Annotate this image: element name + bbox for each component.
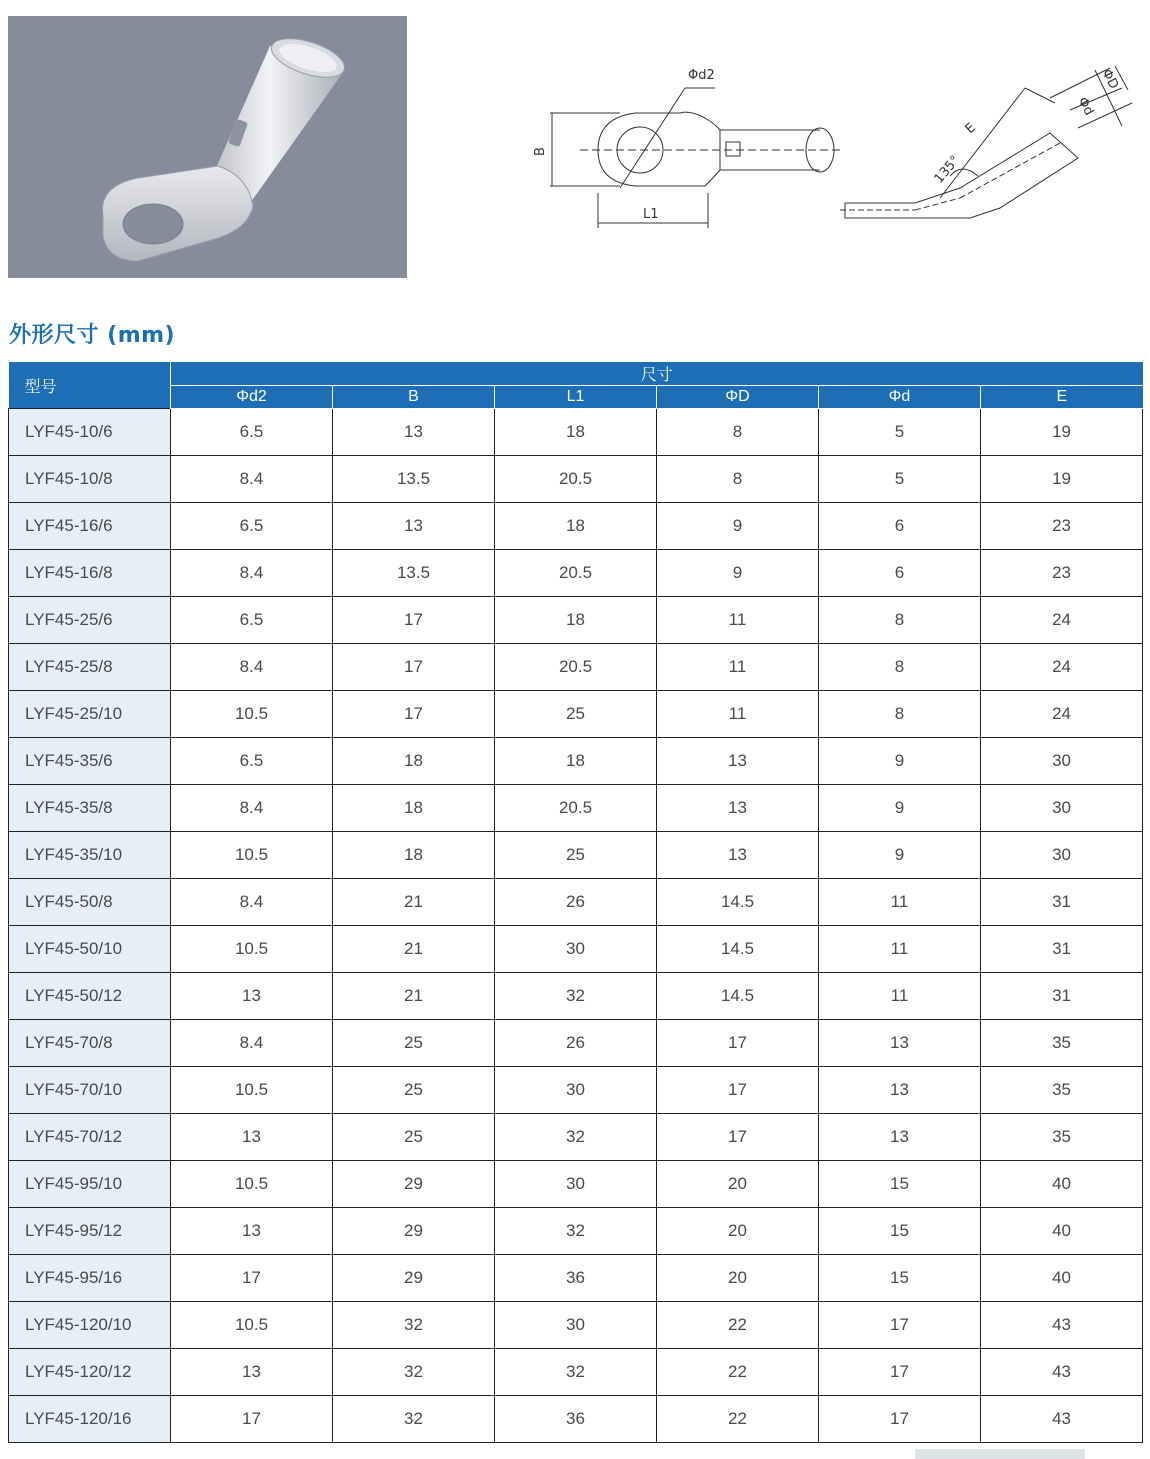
value-cell: 23 (981, 550, 1143, 597)
label-hole: Φd2 (688, 68, 715, 83)
model-cell: LYF45-50/8 (9, 879, 171, 926)
value-cell: 10.5 (171, 926, 333, 973)
value-cell: 40 (981, 1161, 1143, 1208)
value-cell: 6 (819, 503, 981, 550)
value-cell: 17 (819, 1302, 981, 1349)
value-cell: 35 (981, 1020, 1143, 1067)
column-header-b: B (333, 386, 495, 409)
value-cell: 25 (495, 691, 657, 738)
model-cell: LYF45-70/8 (9, 1020, 171, 1067)
value-cell: 21 (333, 973, 495, 1020)
value-cell: 29 (333, 1255, 495, 1302)
model-cell: LYF45-50/12 (9, 973, 171, 1020)
value-cell: 17 (657, 1020, 819, 1067)
model-cell: LYF45-95/12 (9, 1208, 171, 1255)
value-cell: 17 (819, 1349, 981, 1396)
label-width: B (533, 147, 548, 156)
watermark-strip (915, 1449, 1085, 1459)
value-cell: 13 (819, 1067, 981, 1114)
value-cell: 8 (819, 691, 981, 738)
value-cell: 13 (819, 1020, 981, 1067)
value-cell: 29 (333, 1161, 495, 1208)
value-cell: 21 (333, 879, 495, 926)
value-cell: 40 (981, 1255, 1143, 1302)
table-row (9, 597, 1143, 644)
table-body (9, 409, 1143, 1443)
model-cell: LYF45-120/16 (9, 1396, 171, 1443)
value-cell: 8.4 (171, 644, 333, 691)
value-cell: 9 (819, 832, 981, 879)
column-header-inner-d: Φd (819, 386, 981, 409)
value-cell: 43 (981, 1396, 1143, 1443)
value-cell: 13 (657, 832, 819, 879)
value-cell: 10.5 (171, 1302, 333, 1349)
label-angle: 135° (931, 152, 964, 187)
model-cell: LYF45-25/10 (9, 691, 171, 738)
model-cell: LYF45-120/12 (9, 1349, 171, 1396)
value-cell: 29 (333, 1208, 495, 1255)
dimension-table (8, 362, 1143, 1443)
model-cell: LYF45-35/8 (9, 785, 171, 832)
table-row (9, 973, 1143, 1020)
value-cell: 13 (657, 785, 819, 832)
dimensions-group-header: 尺寸 (171, 362, 1143, 386)
value-cell: 17 (657, 1067, 819, 1114)
value-cell: 43 (981, 1302, 1143, 1349)
table-row (9, 503, 1143, 550)
value-cell: 13.5 (333, 550, 495, 597)
value-cell: 14.5 (657, 926, 819, 973)
value-cell: 40 (981, 1208, 1143, 1255)
value-cell: 15 (819, 1255, 981, 1302)
label-outer-diameter: ΦD (1098, 66, 1122, 92)
value-cell: 24 (981, 597, 1143, 644)
value-cell: 31 (981, 879, 1143, 926)
dimension-drawing (530, 58, 1140, 248)
value-cell: 17 (657, 1114, 819, 1161)
value-cell: 17 (819, 1396, 981, 1443)
model-cell: LYF45-16/8 (9, 550, 171, 597)
value-cell: 20 (657, 1208, 819, 1255)
table-row (9, 691, 1143, 738)
value-cell: 10.5 (171, 1067, 333, 1114)
value-cell: 21 (333, 926, 495, 973)
value-cell: 32 (333, 1396, 495, 1443)
value-cell: 36 (495, 1396, 657, 1443)
value-cell: 30 (981, 785, 1143, 832)
value-cell: 8.4 (171, 550, 333, 597)
value-cell: 30 (495, 926, 657, 973)
value-cell: 30 (495, 1161, 657, 1208)
model-column-header: 型号 (9, 362, 171, 409)
value-cell: 25 (333, 1067, 495, 1114)
value-cell: 6 (819, 550, 981, 597)
value-cell: 13.5 (333, 456, 495, 503)
value-cell: 15 (819, 1208, 981, 1255)
value-cell: 35 (981, 1114, 1143, 1161)
value-cell: 23 (981, 503, 1143, 550)
value-cell: 43 (981, 1349, 1143, 1396)
value-cell: 13 (333, 503, 495, 550)
value-cell: 10.5 (171, 832, 333, 879)
value-cell: 22 (657, 1349, 819, 1396)
value-cell: 31 (981, 973, 1143, 1020)
model-cell: LYF45-70/12 (9, 1114, 171, 1161)
value-cell: 11 (819, 973, 981, 1020)
value-cell: 5 (819, 456, 981, 503)
value-cell: 17 (333, 597, 495, 644)
value-cell: 13 (171, 1208, 333, 1255)
value-cell: 32 (495, 1114, 657, 1161)
value-cell: 18 (495, 738, 657, 785)
column-header-l1: L1 (495, 386, 657, 409)
value-cell: 10.5 (171, 691, 333, 738)
value-cell: 14.5 (657, 973, 819, 1020)
value-cell: 32 (495, 973, 657, 1020)
value-cell: 13 (819, 1114, 981, 1161)
model-cell: LYF45-25/6 (9, 597, 171, 644)
table-row (9, 1067, 1143, 1114)
value-cell: 18 (495, 409, 657, 456)
table-row (9, 550, 1143, 597)
value-cell: 11 (819, 879, 981, 926)
value-cell: 6.5 (171, 503, 333, 550)
value-cell: 13 (171, 1114, 333, 1161)
model-cell: LYF45-50/10 (9, 926, 171, 973)
value-cell: 8 (657, 409, 819, 456)
value-cell: 17 (171, 1396, 333, 1443)
value-cell: 11 (657, 597, 819, 644)
model-cell: LYF45-95/16 (9, 1255, 171, 1302)
value-cell: 19 (981, 409, 1143, 456)
value-cell: 20.5 (495, 644, 657, 691)
value-cell: 31 (981, 926, 1143, 973)
table-row (9, 785, 1143, 832)
value-cell: 13 (171, 973, 333, 1020)
value-cell: 24 (981, 691, 1143, 738)
value-cell: 9 (657, 550, 819, 597)
table-row (9, 832, 1143, 879)
table-row (9, 1114, 1143, 1161)
value-cell: 13 (333, 409, 495, 456)
table-header-row-group (9, 362, 1143, 386)
value-cell: 8.4 (171, 785, 333, 832)
section-title: 外形尺寸 (mm) (9, 323, 176, 348)
value-cell: 30 (495, 1067, 657, 1114)
value-cell: 18 (333, 832, 495, 879)
value-cell: 15 (819, 1161, 981, 1208)
value-cell: 14.5 (657, 879, 819, 926)
value-cell: 8 (657, 456, 819, 503)
value-cell: 20.5 (495, 550, 657, 597)
value-cell: 20.5 (495, 456, 657, 503)
value-cell: 17 (333, 644, 495, 691)
column-header-outer-d: ΦD (657, 386, 819, 409)
model-cell: LYF45-10/8 (9, 456, 171, 503)
table-row (9, 1396, 1143, 1443)
value-cell: 17 (333, 691, 495, 738)
value-cell: 9 (657, 503, 819, 550)
value-cell: 6.5 (171, 597, 333, 644)
value-cell: 32 (333, 1302, 495, 1349)
table-row (9, 1208, 1143, 1255)
table-row (9, 1349, 1143, 1396)
value-cell: 10.5 (171, 1161, 333, 1208)
value-cell: 35 (981, 1067, 1143, 1114)
column-header-e: E (981, 386, 1143, 409)
label-inner-diameter: Φd (1074, 94, 1097, 119)
value-cell: 11 (819, 926, 981, 973)
value-cell: 32 (495, 1208, 657, 1255)
value-cell: 13 (657, 738, 819, 785)
value-cell: 22 (657, 1396, 819, 1443)
value-cell: 25 (495, 832, 657, 879)
model-cell: LYF45-25/8 (9, 644, 171, 691)
table-row (9, 1255, 1143, 1302)
table-row (9, 1161, 1143, 1208)
value-cell: 32 (495, 1349, 657, 1396)
value-cell: 8 (819, 644, 981, 691)
model-cell: LYF45-70/10 (9, 1067, 171, 1114)
value-cell: 8.4 (171, 456, 333, 503)
table-row (9, 1302, 1143, 1349)
value-cell: 20 (657, 1255, 819, 1302)
value-cell: 18 (495, 597, 657, 644)
value-cell: 22 (657, 1302, 819, 1349)
value-cell: 8.4 (171, 1020, 333, 1067)
column-header-d2: Φd2 (171, 386, 333, 409)
value-cell: 18 (333, 785, 495, 832)
model-cell: LYF45-16/6 (9, 503, 171, 550)
value-cell: 13 (171, 1349, 333, 1396)
value-cell: 26 (495, 1020, 657, 1067)
table-row (9, 1020, 1143, 1067)
value-cell: 20.5 (495, 785, 657, 832)
product-photo (8, 16, 407, 278)
value-cell: 26 (495, 879, 657, 926)
value-cell: 6.5 (171, 409, 333, 456)
value-cell: 25 (333, 1114, 495, 1161)
value-cell: 9 (819, 738, 981, 785)
value-cell: 20 (657, 1161, 819, 1208)
model-cell: LYF45-35/10 (9, 832, 171, 879)
value-cell: 32 (333, 1349, 495, 1396)
value-cell: 6.5 (171, 738, 333, 785)
value-cell: 30 (981, 738, 1143, 785)
table-row (9, 926, 1143, 973)
label-barrel-length: E (962, 120, 979, 137)
table-row (9, 409, 1143, 456)
label-length: L1 (643, 207, 659, 222)
value-cell: 30 (981, 832, 1143, 879)
front-view (550, 88, 840, 228)
value-cell: 11 (657, 691, 819, 738)
value-cell: 8 (819, 597, 981, 644)
value-cell: 36 (495, 1255, 657, 1302)
table-row (9, 644, 1143, 691)
value-cell: 24 (981, 644, 1143, 691)
value-cell: 18 (495, 503, 657, 550)
table-row (9, 738, 1143, 785)
model-cell: LYF45-95/10 (9, 1161, 171, 1208)
value-cell: 9 (819, 785, 981, 832)
value-cell: 17 (171, 1255, 333, 1302)
value-cell: 18 (333, 738, 495, 785)
value-cell: 11 (657, 644, 819, 691)
model-cell: LYF45-10/6 (9, 409, 171, 456)
table-row (9, 879, 1143, 926)
value-cell: 5 (819, 409, 981, 456)
table-header-row-columns (9, 386, 1143, 409)
model-cell: LYF45-120/10 (9, 1302, 171, 1349)
model-cell: LYF45-35/6 (9, 738, 171, 785)
value-cell: 30 (495, 1302, 657, 1349)
side-view (840, 66, 1132, 218)
value-cell: 19 (981, 456, 1143, 503)
value-cell: 8.4 (171, 879, 333, 926)
table-row (9, 456, 1143, 503)
value-cell: 25 (333, 1020, 495, 1067)
